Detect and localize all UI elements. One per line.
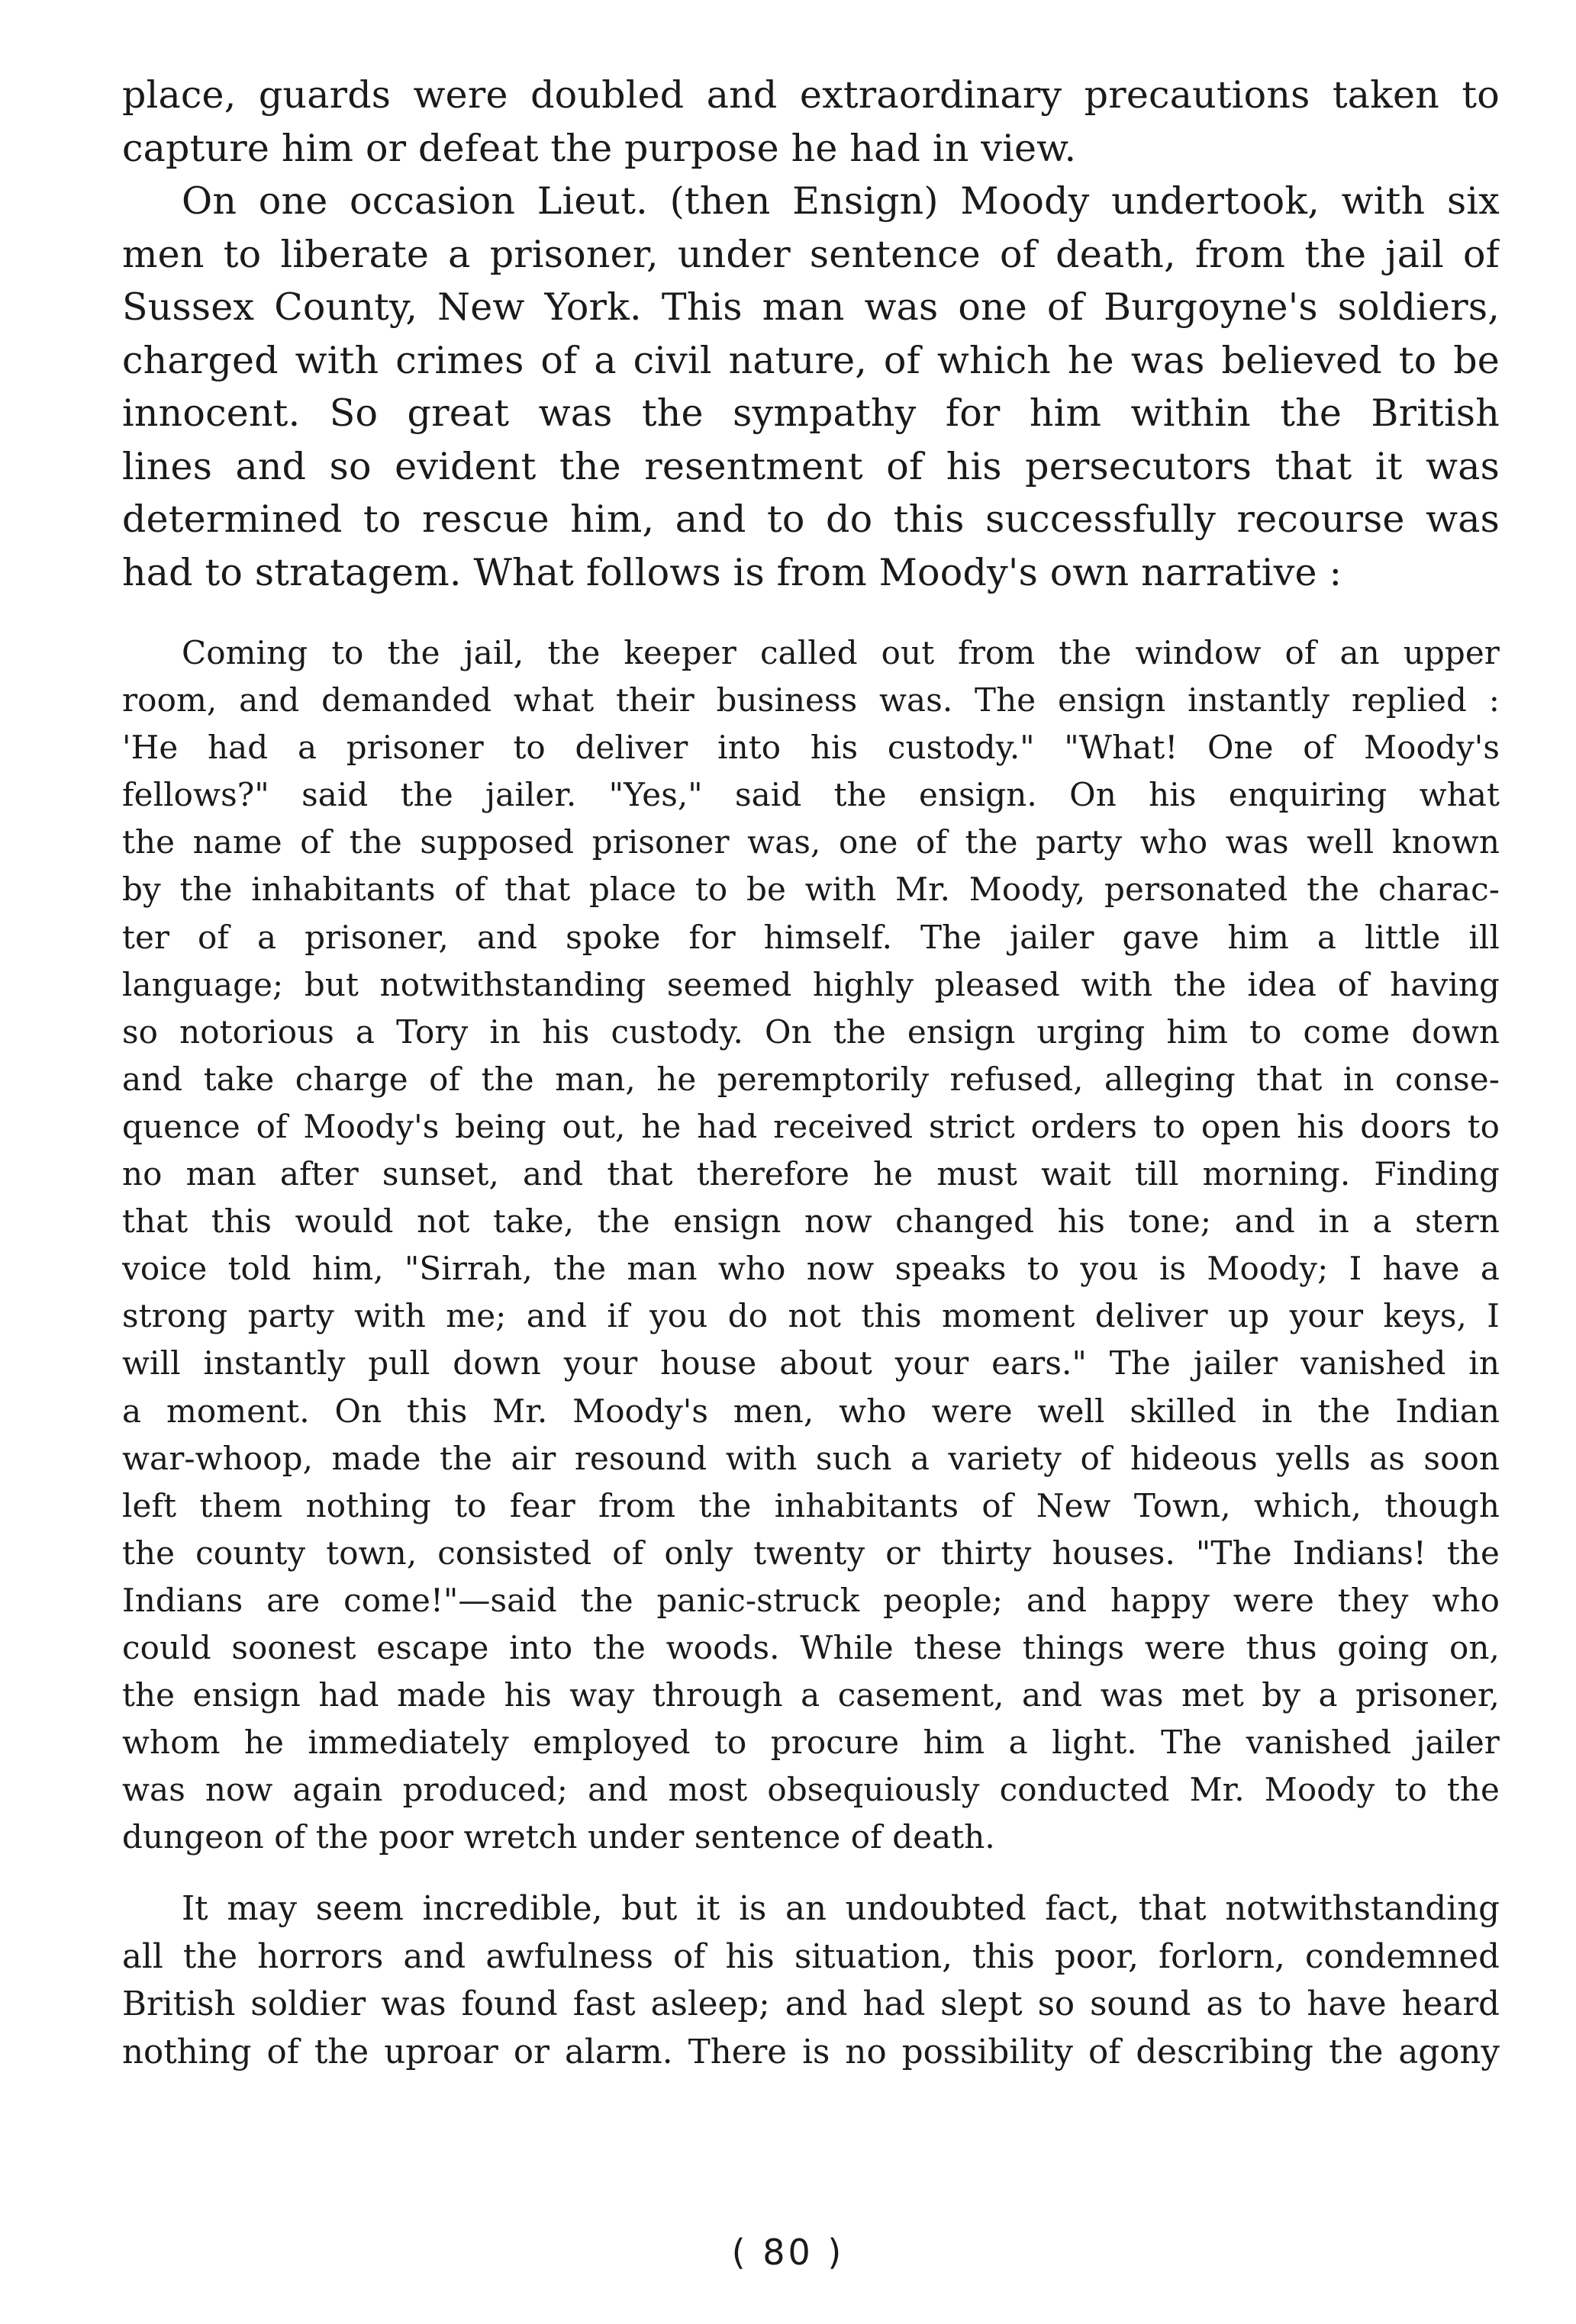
block-quotation	[122, 629, 1500, 1861]
quote-line: strong party with me; and if you do not this moment deliver up your keys, I	[122, 1297, 1500, 1335]
quote-line: fellows?" said the jailer. "Yes," said the ensign. On his enquiring what	[122, 776, 1500, 814]
text-line: men to liberate a prisoner, under sentence of death, from the jail of	[122, 232, 1500, 276]
quote-line: Coming to the jail, the keeper called out from the window of an upper	[182, 634, 1500, 671]
text-line: place, guards were doubled and extraordinary precautions taken to	[122, 73, 1500, 117]
quote-line: the ensign had made his way through a casement, and was met by a prisoner,	[122, 1676, 1500, 1714]
quote-line: and take charge of the man, he peremptorily refused, alleging that in conse-	[122, 1060, 1500, 1098]
paragraph-2	[122, 175, 1500, 599]
quote-line: dungeon of the poor wretch under sentence of death.	[122, 1818, 995, 1856]
quote-line: quence of Moody's being out, he had received strict orders to open his doors to	[122, 1107, 1500, 1145]
quote-line: will instantly pull down your house about your ears." The jailer vanished in	[122, 1344, 1500, 1382]
text-line: nothing of the uproar or alarm. There is no possibility of describing the agony	[122, 2033, 1500, 2071]
quote-line: by the inhabitants of that place to be with Mr. Moody, personated the charac-	[122, 871, 1500, 909]
quote-line: no man after sunset, and that therefore he must wait till morning. Finding	[122, 1155, 1500, 1193]
text-line: lines and so evident the resentment of his persecutors that it was	[122, 444, 1500, 488]
text-line: charged with crimes of a civil nature, of which he was believed to be	[122, 338, 1500, 382]
quote-line: so notorious a Tory in his custody. On the ensign urging him to come down	[122, 1012, 1500, 1051]
quote-line: could soonest escape into the woods. While these things were thus going on,	[122, 1628, 1500, 1666]
text-line: innocent. So great was the sympathy for him within the British	[122, 391, 1500, 435]
text-line: had to stratagem. What follows is from Moody's own narrative :	[122, 550, 1342, 594]
quote-line: language; but notwithstanding seemed highly pleased with the idea of having	[122, 965, 1500, 1003]
text-line: all the horrors and awfulness of his situation, this poor, forlorn, condemned	[122, 1937, 1500, 1976]
quote-line: that this would not take, the ensign now changed his tone; and in a stern	[122, 1202, 1500, 1241]
quote-line: ter of a prisoner, and spoke for himself. The jailer gave him a little ill	[122, 918, 1500, 956]
quote-line: the name of the supposed prisoner was, one of the party who was well known	[122, 823, 1500, 861]
text-line: It may seem incredible, but it is an undoubted fact, that notwithstanding	[182, 1890, 1500, 1929]
quote-line: the county town, consisted of only twenty or thirty houses. "The Indians! the	[122, 1534, 1500, 1572]
page-number: ( 80 )	[731, 2232, 845, 2273]
quote-line: whom he immediately employed to procure him a light. The vanished jailer	[122, 1724, 1500, 1762]
text-line: determined to rescue him, and to do this successfully recourse was	[122, 497, 1500, 541]
quote-line: 'He had a prisoner to deliver into his custody." "What! One of Moody's	[122, 729, 1500, 767]
quote-line: a moment. On this Mr. Moody's men, who were well skilled in the Indian	[122, 1392, 1500, 1430]
text-line: capture him or defeat the purpose he had in view.	[122, 126, 1077, 170]
paragraph-3	[122, 1885, 1500, 2076]
text-line: Sussex County, New York. This man was one of Burgoyne's soldiers,	[122, 285, 1500, 329]
quote-line: was now again produced; and most obsequiously conducted Mr. Moody to the	[122, 1771, 1500, 1809]
quote-line: war-whoop, made the air resound with such a variety of hideous yells as soon	[122, 1439, 1500, 1477]
quote-line: voice told him, "Sirrah, the man who now speaks to you is Moody; I have a	[122, 1250, 1500, 1288]
quote-line: Indians are come!"—said the panic-struck people; and happy were they who	[122, 1581, 1500, 1619]
text-line: British soldier was found fast asleep; and had slept so sound as to have heard	[122, 1985, 1500, 2024]
quote-line: room, and demanded what their business was. The ensign instantly replied :	[122, 681, 1500, 719]
document-page	[122, 69, 1500, 2076]
quote-line: left them nothing to fear from the inhabitants of New Town, which, though	[122, 1486, 1500, 1524]
paragraph-1	[122, 69, 1500, 175]
text-line: On one occasion Lieut. (then Ensign) Moody undertook, with six	[182, 179, 1500, 223]
